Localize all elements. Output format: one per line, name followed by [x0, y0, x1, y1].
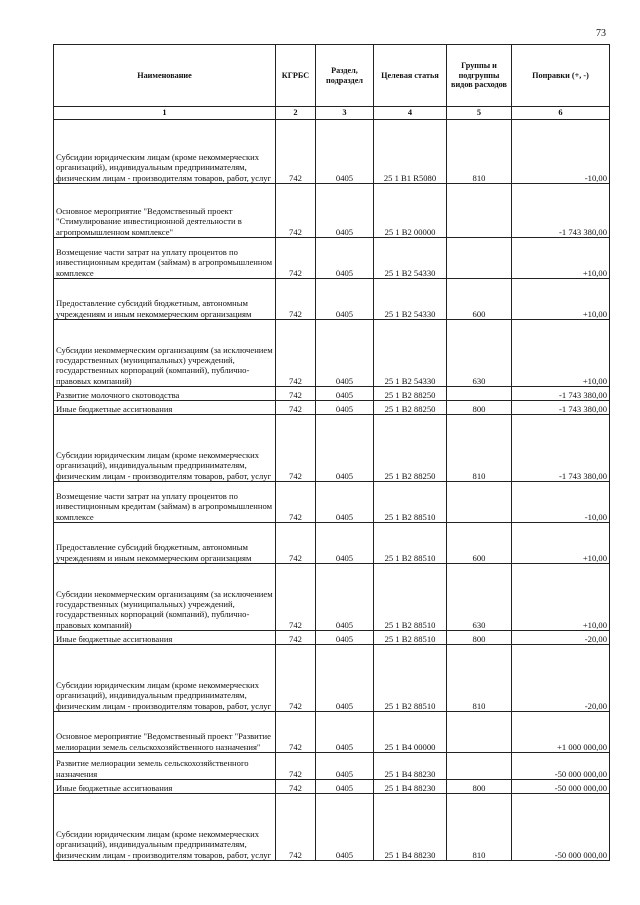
- row-name: Иные бюджетные ассигнования: [54, 780, 276, 794]
- row-amount: +10,00: [512, 238, 610, 279]
- row-amount: -10,00: [512, 482, 610, 523]
- row-group: 630: [447, 320, 512, 387]
- row-name: Субсидии юридическим лицам (кроме некоммерческих организаций), индивидуальным предпринимателям, физическим лицам - производителям товаров, работ, услуг: [54, 415, 276, 482]
- row-target: 25 1 В2 54330: [374, 238, 447, 279]
- row-kgrbs: 742: [276, 712, 316, 753]
- table-row: [54, 482, 610, 523]
- row-kgrbs: 742: [276, 238, 316, 279]
- row-section: 0405: [316, 238, 374, 279]
- row-group: 630: [447, 564, 512, 631]
- row-name: Субсидии некоммерческим организациям (за исключением государственных (муниципальных) учреждений, государственных корпораций (компаний), публично-правовых компаний): [54, 320, 276, 387]
- row-kgrbs: 742: [276, 415, 316, 482]
- row-group: 800: [447, 780, 512, 794]
- table-row: [54, 753, 610, 780]
- table-row: [54, 320, 610, 387]
- row-name: Иные бюджетные ассигнования: [54, 401, 276, 415]
- row-kgrbs: 742: [276, 753, 316, 780]
- table-row: [54, 794, 610, 861]
- table-row: [54, 120, 610, 184]
- row-kgrbs: 742: [276, 320, 316, 387]
- row-section: 0405: [316, 753, 374, 780]
- row-target: 25 1 В4 00000: [374, 712, 447, 753]
- header-groups: Группы и подгруппы видов расходов: [447, 45, 512, 107]
- header-target: Целевая статья: [374, 45, 447, 107]
- row-amount: +10,00: [512, 279, 610, 320]
- row-amount: -10,00: [512, 120, 610, 184]
- table-row: [54, 523, 610, 564]
- row-name: Основное мероприятие "Ведомственный проект "Стимулирование инвестиционной деятельности в агропромышленном комплексе": [54, 184, 276, 238]
- row-target: 25 1 В2 88510: [374, 645, 447, 712]
- row-group: [447, 753, 512, 780]
- row-target: 25 1 В2 88510: [374, 523, 447, 564]
- row-section: 0405: [316, 780, 374, 794]
- row-amount: +10,00: [512, 320, 610, 387]
- row-kgrbs: 742: [276, 794, 316, 861]
- row-target: 25 1 В2 54330: [374, 320, 447, 387]
- row-target: 25 1 В2 88250: [374, 401, 447, 415]
- column-index: 5: [447, 107, 512, 120]
- row-amount: -1 743 380,00: [512, 401, 610, 415]
- row-target: 25 1 В2 88510: [374, 482, 447, 523]
- row-section: 0405: [316, 794, 374, 861]
- row-group: [447, 238, 512, 279]
- row-kgrbs: 742: [276, 279, 316, 320]
- table-row: [54, 184, 610, 238]
- row-group: 810: [447, 120, 512, 184]
- row-section: 0405: [316, 712, 374, 753]
- row-name: Иные бюджетные ассигнования: [54, 631, 276, 645]
- row-kgrbs: 742: [276, 184, 316, 238]
- header-kgrbs: КГРБС: [276, 45, 316, 107]
- row-section: 0405: [316, 120, 374, 184]
- column-index: 4: [374, 107, 447, 120]
- row-name: Развитие мелиорации земель сельскохозяйственного назначения: [54, 753, 276, 780]
- header-name: Наименование: [54, 45, 276, 107]
- row-name: Субсидии юридическим лицам (кроме некоммерческих организаций), индивидуальным предпринимателям, физическим лицам - производителям товаров, работ, услуг: [54, 645, 276, 712]
- row-kgrbs: 742: [276, 780, 316, 794]
- row-name: Основное мероприятие "Ведомственный проект "Развитие мелиорации земель сельскохозяйственного назначения": [54, 712, 276, 753]
- row-section: 0405: [316, 482, 374, 523]
- row-target: 25 1 В2 88510: [374, 564, 447, 631]
- column-index: 1: [54, 107, 276, 120]
- table-row: [54, 238, 610, 279]
- row-amount: -50 000 000,00: [512, 780, 610, 794]
- row-amount: -50 000 000,00: [512, 794, 610, 861]
- row-kgrbs: 742: [276, 564, 316, 631]
- row-target: 25 1 В2 00000: [374, 184, 447, 238]
- row-name: Субсидии юридическим лицам (кроме некоммерческих организаций), индивидуальным предпринимателям, физическим лицам - производителям товаров, работ, услуг: [54, 794, 276, 861]
- row-section: 0405: [316, 320, 374, 387]
- row-name: Развитие молочного скотоводства: [54, 387, 276, 401]
- row-group: [447, 387, 512, 401]
- column-index-row: [54, 107, 610, 120]
- row-group: 600: [447, 279, 512, 320]
- row-target: 25 1 В4 88230: [374, 794, 447, 861]
- row-group: 800: [447, 401, 512, 415]
- row-kgrbs: 742: [276, 120, 316, 184]
- row-group: 810: [447, 645, 512, 712]
- row-target: 25 1 В1 R5080: [374, 120, 447, 184]
- row-amount: -1 743 380,00: [512, 184, 610, 238]
- row-target: 25 1 В2 54330: [374, 279, 447, 320]
- row-amount: -1 743 380,00: [512, 415, 610, 482]
- row-name: Предоставление субсидий бюджетным, автономным учреждениям и иным некоммерческим организациям: [54, 523, 276, 564]
- row-target: 25 1 В4 88230: [374, 780, 447, 794]
- row-section: 0405: [316, 401, 374, 415]
- table-row: [54, 415, 610, 482]
- row-kgrbs: 742: [276, 482, 316, 523]
- row-amount: +1 000 000,00: [512, 712, 610, 753]
- column-index: 2: [276, 107, 316, 120]
- budget-amendments-table: [53, 44, 610, 861]
- row-target: 25 1 В2 88250: [374, 415, 447, 482]
- row-group: [447, 712, 512, 753]
- table-row: [54, 631, 610, 645]
- row-group: 600: [447, 523, 512, 564]
- row-name: Субсидии некоммерческим организациям (за исключением государственных (муниципальных) учреждений, государственных корпораций (компаний), публично-правовых компаний): [54, 564, 276, 631]
- row-target: 25 1 В2 88510: [374, 631, 447, 645]
- row-section: 0405: [316, 279, 374, 320]
- table-row: [54, 645, 610, 712]
- table-header-row: [54, 45, 610, 107]
- row-amount: -20,00: [512, 645, 610, 712]
- row-name: Возмещение части затрат на уплату процентов по инвестиционным кредитам (займам) в агропромышленном комплексе: [54, 238, 276, 279]
- row-amount: -20,00: [512, 631, 610, 645]
- row-name: Предоставление субсидий бюджетным, автономным учреждениям и иным некоммерческим организациям: [54, 279, 276, 320]
- row-section: 0405: [316, 631, 374, 645]
- row-amount: +10,00: [512, 564, 610, 631]
- row-section: 0405: [316, 387, 374, 401]
- row-section: 0405: [316, 564, 374, 631]
- row-section: 0405: [316, 645, 374, 712]
- row-name: Субсидии юридическим лицам (кроме некоммерческих организаций), индивидуальным предпринимателям, физическим лицам - производителям товаров, работ, услуг: [54, 120, 276, 184]
- column-index: 3: [316, 107, 374, 120]
- row-kgrbs: 742: [276, 523, 316, 564]
- table-row: [54, 387, 610, 401]
- row-amount: +10,00: [512, 523, 610, 564]
- table-row: [54, 401, 610, 415]
- row-target: 25 1 В2 88250: [374, 387, 447, 401]
- row-amount: -1 743 380,00: [512, 387, 610, 401]
- row-section: 0405: [316, 415, 374, 482]
- row-group: [447, 184, 512, 238]
- table-row: [54, 279, 610, 320]
- row-name: Возмещение части затрат на уплату процентов по инвестиционным кредитам (займам) в агропромышленном комплексе: [54, 482, 276, 523]
- table-row: [54, 564, 610, 631]
- row-group: 810: [447, 794, 512, 861]
- table-row: [54, 780, 610, 794]
- row-target: 25 1 В4 88230: [374, 753, 447, 780]
- row-section: 0405: [316, 184, 374, 238]
- row-amount: -50 000 000,00: [512, 753, 610, 780]
- row-group: 810: [447, 415, 512, 482]
- row-section: 0405: [316, 523, 374, 564]
- table-row: [54, 712, 610, 753]
- header-amend: Поправки (+, -): [512, 45, 610, 107]
- column-index: 6: [512, 107, 610, 120]
- row-group: 800: [447, 631, 512, 645]
- page-number: 73: [596, 28, 606, 39]
- row-kgrbs: 742: [276, 631, 316, 645]
- row-kgrbs: 742: [276, 645, 316, 712]
- row-kgrbs: 742: [276, 401, 316, 415]
- row-kgrbs: 742: [276, 387, 316, 401]
- row-group: [447, 482, 512, 523]
- header-section: Раздел, подраздел: [316, 45, 374, 107]
